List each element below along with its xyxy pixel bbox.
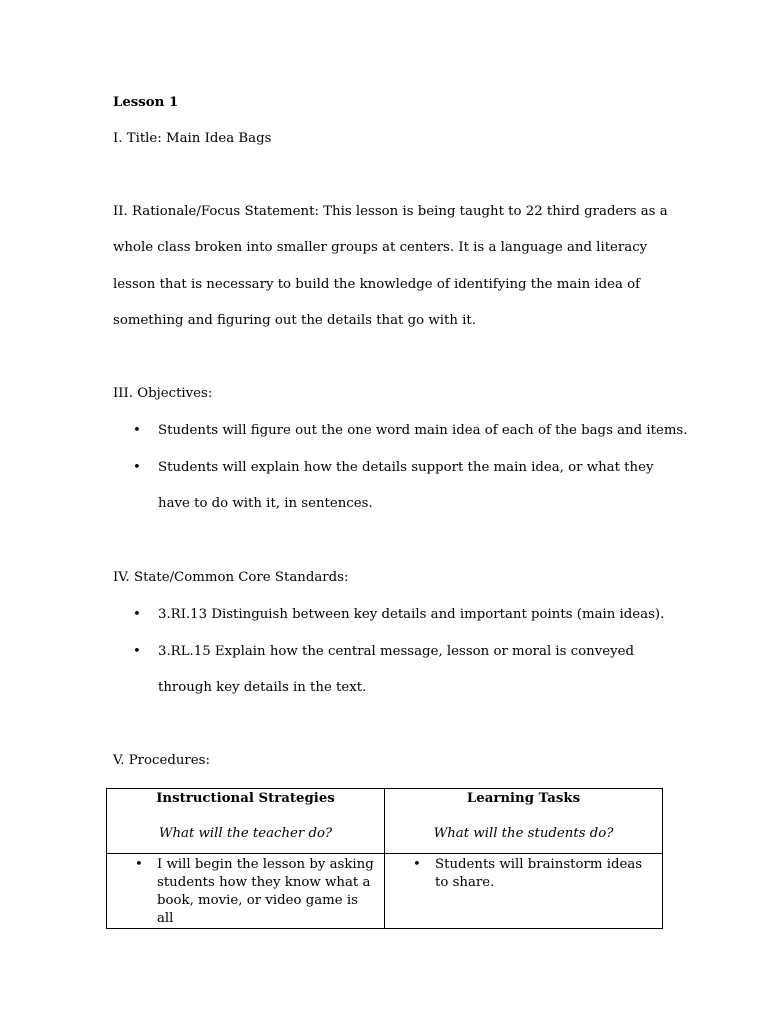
bullet-icon: • — [133, 607, 141, 622]
objective-text-2: Students will explain how the details support the main idea, or what they — [158, 460, 654, 475]
procedures-table — [106, 788, 663, 929]
objectives-heading: III. Objectives: — [113, 386, 213, 401]
rationale-line-2: whole class broken into smaller groups at centers. It is a language and literacy — [113, 240, 648, 255]
column-subtitle: What will the students do? — [433, 826, 614, 841]
table-cell-teacher — [107, 854, 385, 929]
procedures-heading: V. Procedures: — [113, 753, 210, 768]
table-cell-student — [385, 854, 663, 929]
table-row — [107, 854, 663, 929]
objective-text-1: Students will figure out the one word main idea of each of the bags and items. — [158, 423, 688, 438]
standard-item-2 — [133, 643, 634, 661]
standard-text-1: 3.RI.13 Distinguish between key details and important points (main ideas). — [158, 607, 665, 622]
bullet-icon: • — [135, 857, 143, 872]
bullet-icon: • — [133, 423, 141, 438]
standards-heading: IV. State/Common Core Standards: — [113, 570, 349, 585]
objective-text-2-cont: have to do with it, in sentences. — [158, 496, 373, 511]
title-line: I. Title: Main Idea Bags — [113, 131, 272, 146]
rationale-line-4: something and figuring out the details that go with it. — [113, 313, 476, 328]
lesson-label: Lesson 1 — [113, 95, 179, 110]
list-item — [115, 856, 376, 928]
objective-item-1 — [133, 422, 687, 440]
cell-text: Students will brainstorm ideas to share. — [435, 857, 643, 890]
rationale-line-3: lesson that is necessary to build the knowledge of identifying the main idea of — [113, 277, 641, 292]
column-header-learning — [385, 789, 663, 854]
objective-item-2 — [133, 459, 653, 477]
cell-text: I will begin the lesson by asking students how they know what a book, movie, or video game is all — [157, 857, 374, 926]
bullet-icon: • — [413, 857, 421, 872]
column-header-instructional — [107, 789, 385, 854]
rationale-line-1: II. Rationale/Focus Statement: This lesson is being taught to 22 third graders as a — [113, 204, 668, 219]
bullet-icon: • — [133, 460, 141, 475]
table-header-row — [107, 789, 663, 854]
column-subtitle: What will the teacher do? — [158, 826, 333, 841]
column-title: Instructional Strategies — [156, 791, 335, 806]
standard-item-1 — [133, 606, 664, 624]
standard-text-2-cont: through key details in the text. — [158, 680, 367, 695]
list-item — [393, 856, 654, 892]
standard-text-2: 3.RL.15 Explain how the central message, lesson or moral is conveyed — [158, 644, 635, 659]
bullet-icon: • — [133, 644, 141, 659]
column-title: Learning Tasks — [466, 791, 581, 806]
